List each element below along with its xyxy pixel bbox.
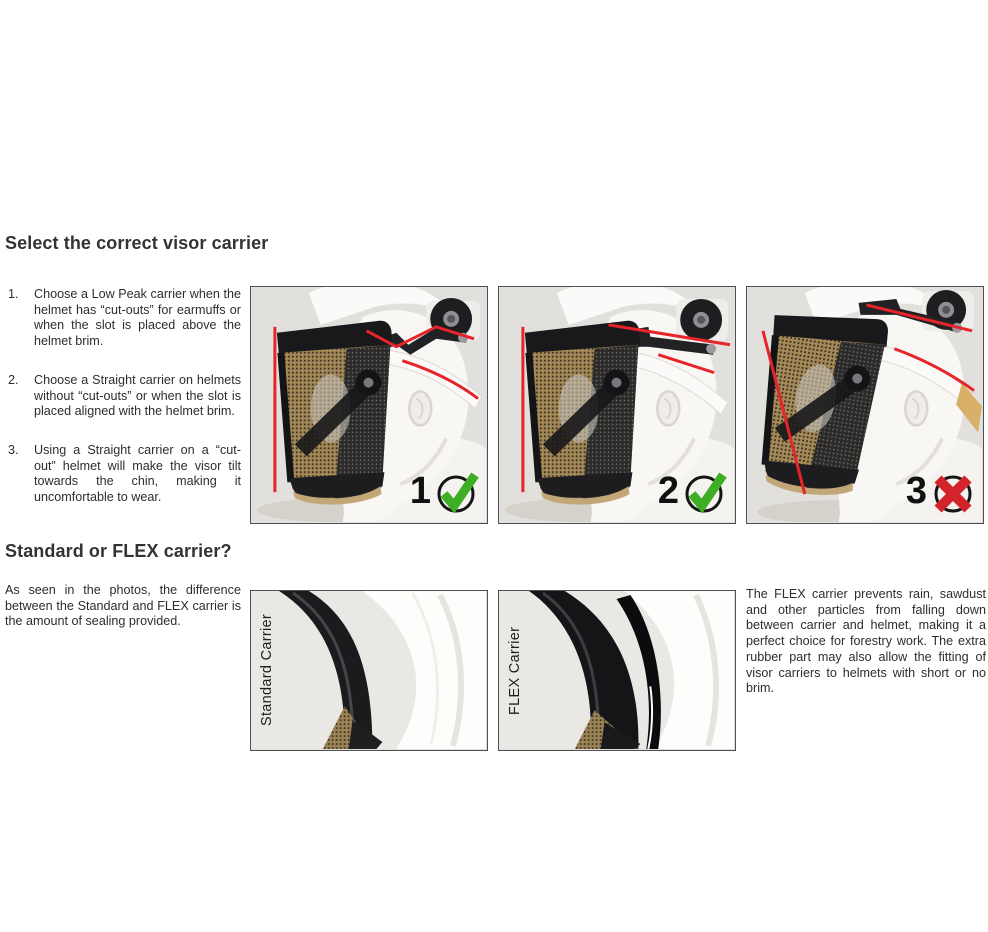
instruction-list (8, 287, 241, 529)
verdict-badge (410, 469, 480, 515)
list-item (8, 373, 241, 420)
verdict-badge (906, 469, 976, 515)
section2-heading: Standard or FLEX carrier? (5, 541, 232, 561)
check-icon (682, 469, 728, 515)
flex-carrier-text: The FLEX carrier prevents rain, sawdust and other particles from falling down between carrier and helmet, making it a perfect choice for forestry work. The extra rubber part may also allow the fitting of visor carriers to helmets with short or no brim. (746, 587, 986, 696)
carrier-closeup-photo (251, 591, 486, 749)
carrier-closeup-photo (499, 591, 734, 749)
photo-vertical-label: FLEX Carrier (507, 626, 523, 715)
cross-icon (930, 469, 976, 515)
photo-number: 2 (657, 470, 679, 512)
verdict-badge (658, 469, 728, 515)
photo-number: 1 (409, 470, 431, 512)
photo-straight-carrier (498, 286, 736, 524)
list-item-text: Choose a Straight carrier on helmets without “cut-outs” or when the slot is placed aligned with the helmet brim. (34, 372, 241, 419)
list-item-number: 2. (8, 372, 19, 387)
list-item (8, 443, 241, 506)
list-item-number: 1. (8, 287, 19, 301)
photo-number: 3 (905, 470, 927, 512)
photo-standard-carrier-closeup (250, 590, 488, 751)
section2-intro-text: As seen in the photos, the difference between the Standard and FLEX carrier is the amount of sealing provided. (5, 583, 241, 629)
list-item-number: 3. (8, 442, 19, 457)
list-item (8, 287, 241, 350)
list-item-text: Using a Straight carrier on a “cut-out” helmet will make the visor tilt towards the chin, making it uncomfortable to wear. (34, 442, 241, 505)
photo-vertical-label: Standard Carrier (259, 614, 275, 727)
list-item-text: Choose a Low Peak carrier when the helmet has “cut-outs” for earmuffs or when the slot is placed above the helmet brim. (34, 287, 241, 349)
check-icon (434, 469, 480, 515)
photo-straight-carrier-tilted (746, 286, 984, 524)
photo-flex-carrier-closeup (498, 590, 736, 751)
photo-low-peak-carrier (250, 286, 488, 524)
section1-heading: Select the correct visor carrier (5, 233, 269, 253)
